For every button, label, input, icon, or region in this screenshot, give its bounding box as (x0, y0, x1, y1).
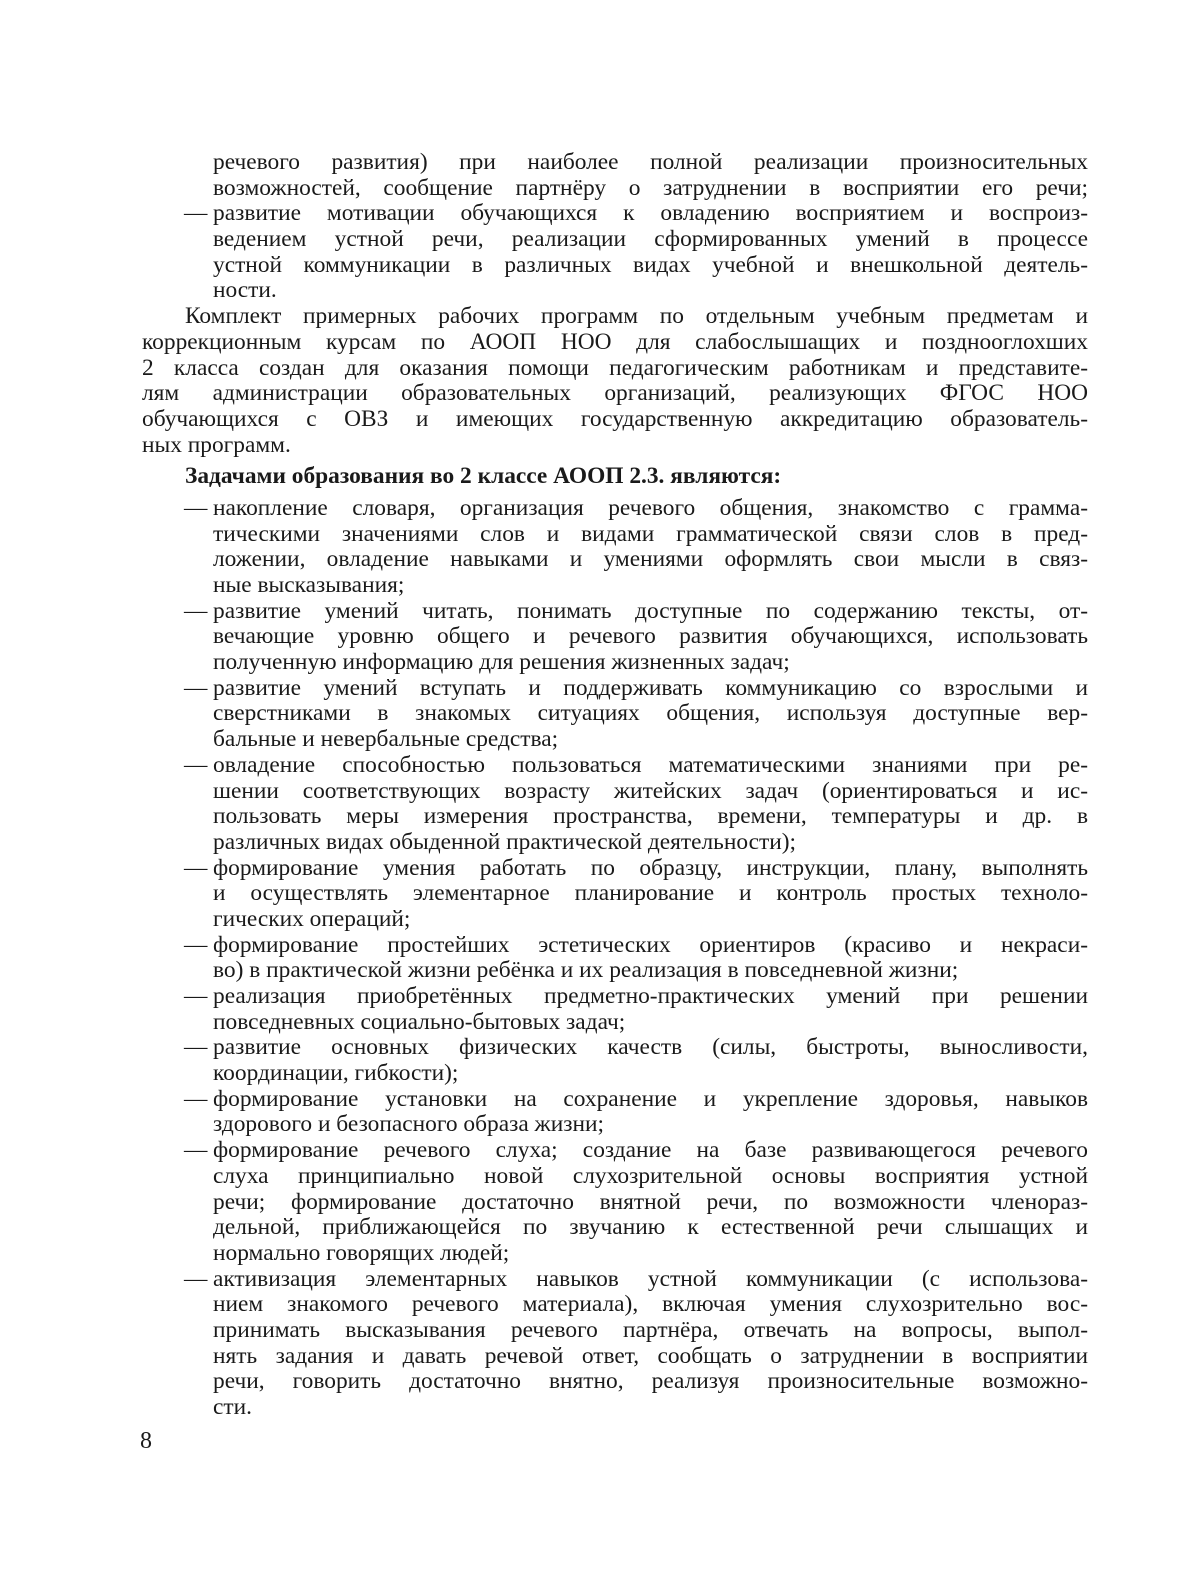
list-item-line: нормально говорящих людей; (213, 1240, 510, 1266)
dash-marker: — (184, 1138, 208, 1164)
dash-marker: — (184, 855, 208, 881)
list-item-text: развитие умений вступать и поддерживать коммуникацию со взрослыми и (213, 675, 1088, 701)
list-item-first-line (142, 933, 1088, 959)
list-item-line: повседневных социально-бытовых задач; (213, 1009, 626, 1035)
list-item-line: речи, говорить достаточно внятно, реализуя произносительные возможно- (213, 1369, 1088, 1395)
list-item-text: накопление словаря, организация речевого общения, знакомство с грамма- (213, 495, 1088, 521)
list-item-line: и осуществлять элементарное планирование и контроль простых техноло- (213, 881, 1088, 907)
paragraph-line: обучающихся с ОВЗ и имеющих государственную аккредитацию образователь- (142, 406, 1088, 432)
list-item (142, 933, 1088, 984)
list-item-line: нием знакомого речевого материала), включая умения слухозрительно вос- (213, 1292, 1088, 1318)
list-item (142, 1035, 1088, 1086)
list-item-first-line (142, 676, 1088, 702)
list-item-line: пользовать меры измерения пространства, времени, температуры и др. в (213, 804, 1088, 830)
task-list (142, 496, 1088, 1421)
dash-marker: — (184, 201, 208, 227)
list-item-line: тическими значениями слов и видами грамматической связи слов в пред- (213, 521, 1088, 547)
list-item-line: гических операций; (213, 906, 411, 932)
list-item-line: нять задания и давать речевой ответ, сообщать о затруднении в восприятии (213, 1343, 1088, 1369)
list-item-text: активизация элементарных навыков устной коммуникации (с использова- (213, 1266, 1088, 1292)
list-item-line: шении соответствующих возрасту житейских задач (ориентироваться и ис- (213, 778, 1088, 804)
paragraph-line: ных программ. (142, 432, 291, 458)
list-item-line: ности. (213, 278, 277, 304)
continuation-line: возможностей, сообщение партнёру о затруднении в восприятии его речи; (213, 175, 1088, 201)
list-item-line: сти. (213, 1395, 252, 1420)
section-heading: Задачами образования во 2 классе АООП 2.3. являются: (185, 464, 782, 490)
list-item-text: формирование простейших эстетических ориентиров (красиво и некраси- (213, 932, 1088, 958)
list-item-first-line (142, 856, 1088, 882)
list-item-line: полученную информацию для решения жизненных задач; (213, 650, 790, 676)
list-item (142, 984, 1088, 1035)
list-item (142, 753, 1088, 856)
list-item-line: речи; формирование достаточно внятной речи, по возможности членораз- (213, 1189, 1088, 1215)
list-item-first-line (142, 984, 1088, 1010)
list-item-first-line (142, 201, 1088, 227)
list-item (142, 496, 1088, 599)
list-item-line: координации, гибкости); (213, 1061, 459, 1087)
list-item-first-line (142, 496, 1088, 522)
list-item (142, 856, 1088, 933)
dash-marker: — (184, 984, 208, 1009)
list-item-first-line (142, 753, 1088, 779)
list-item-text: формирование умения работать по образцу, инструкции, плану, выполнять (213, 855, 1088, 881)
list-item-text: развитие умений читать, понимать доступные по содержанию тексты, от- (213, 598, 1088, 624)
list-item-line: устной коммуникации в различных видах учебной и внешкольной деятель- (213, 252, 1088, 278)
list-item-text: развитие основных физических качеств (силы, быстроты, выносливости, (213, 1035, 1088, 1061)
list-item (142, 1138, 1088, 1266)
list-item-line: дельной, приближающейся по звучанию к естественной речи слышащих и (213, 1215, 1088, 1241)
list-item-line: сверстниками в знакомых ситуациях общения, используя доступные вер- (213, 701, 1088, 727)
dash-marker: — (184, 675, 208, 701)
list-item (142, 599, 1088, 676)
page-number: 8 (140, 1428, 152, 1454)
list-item-text: реализация приобретённых предметно-практических умений при решении (213, 984, 1088, 1009)
dash-marker: — (184, 932, 208, 958)
dash-marker: — (184, 1266, 208, 1292)
list-item (142, 201, 1088, 304)
list-item-text: развитие мотивации обучающихся к овладению восприятием и воспроиз- (213, 201, 1088, 227)
list-item (142, 676, 1088, 753)
paragraph-line: лям администрации образовательных организаций, реализующих ФГОС НОО (142, 381, 1088, 407)
dash-marker: — (184, 598, 208, 624)
list-item-text: овладение способностью пользоваться математическими знаниями при ре- (213, 752, 1088, 778)
list-item-line: ведением устной речи, реализации сформированных умений в процессе (213, 227, 1088, 253)
list-item-line: различных видах обыденной практической деятельности); (213, 829, 797, 855)
list-item-text: формирование установки на сохранение и укрепление здоровья, навыков (213, 1086, 1088, 1112)
list-item-line: бальные и невербальные средства; (213, 727, 559, 753)
list-item-first-line (142, 599, 1088, 625)
document-page (142, 150, 1088, 1421)
intro-list (142, 201, 1088, 304)
list-item-first-line (142, 1087, 1088, 1113)
dash-marker: — (184, 1035, 208, 1061)
body-paragraph (142, 304, 1088, 458)
paragraph-line: 2 класса создан для оказания помощи педагогическим работникам и представите- (142, 355, 1088, 381)
list-item (142, 1267, 1088, 1421)
continuation-line: речевого развития) при наиболее полной реализации произносительных (213, 150, 1088, 175)
dash-marker: — (184, 752, 208, 778)
list-item-line: во) в практической жизни ребёнка и их реализация в повседневной жизни; (213, 958, 959, 984)
list-item-first-line (142, 1035, 1088, 1061)
list-item-first-line (142, 1138, 1088, 1164)
list-item-line: здорового и безопасного образа жизни; (213, 1112, 605, 1138)
list-item-text: формирование речевого слуха; создание на базе развивающегося речевого (213, 1138, 1088, 1164)
list-item-first-line (142, 1267, 1088, 1293)
list-item-line: ложении, овладение навыками и умениями оформлять свои мысли в связ- (213, 547, 1088, 573)
paragraph-line: Комплект примерных рабочих программ по отдельным учебным предметам и (185, 304, 1088, 330)
continuation-block (142, 150, 1088, 201)
list-item-line: принимать высказывания речевого партнёра, отвечать на вопросы, выпол- (213, 1317, 1088, 1343)
list-item-line: вечающие уровню общего и речевого развития обучающихся, использовать (213, 624, 1088, 650)
list-item-line: слуха принципиально новой слухозрительной основы восприятия устной (213, 1163, 1088, 1189)
dash-marker: — (184, 1086, 208, 1112)
dash-marker: — (184, 495, 208, 521)
paragraph-line: коррекционным курсам по АООП НОО для слабослышащих и позднооглохших (142, 329, 1088, 355)
list-item-line: ные высказывания; (213, 573, 405, 598)
list-item (142, 1087, 1088, 1138)
